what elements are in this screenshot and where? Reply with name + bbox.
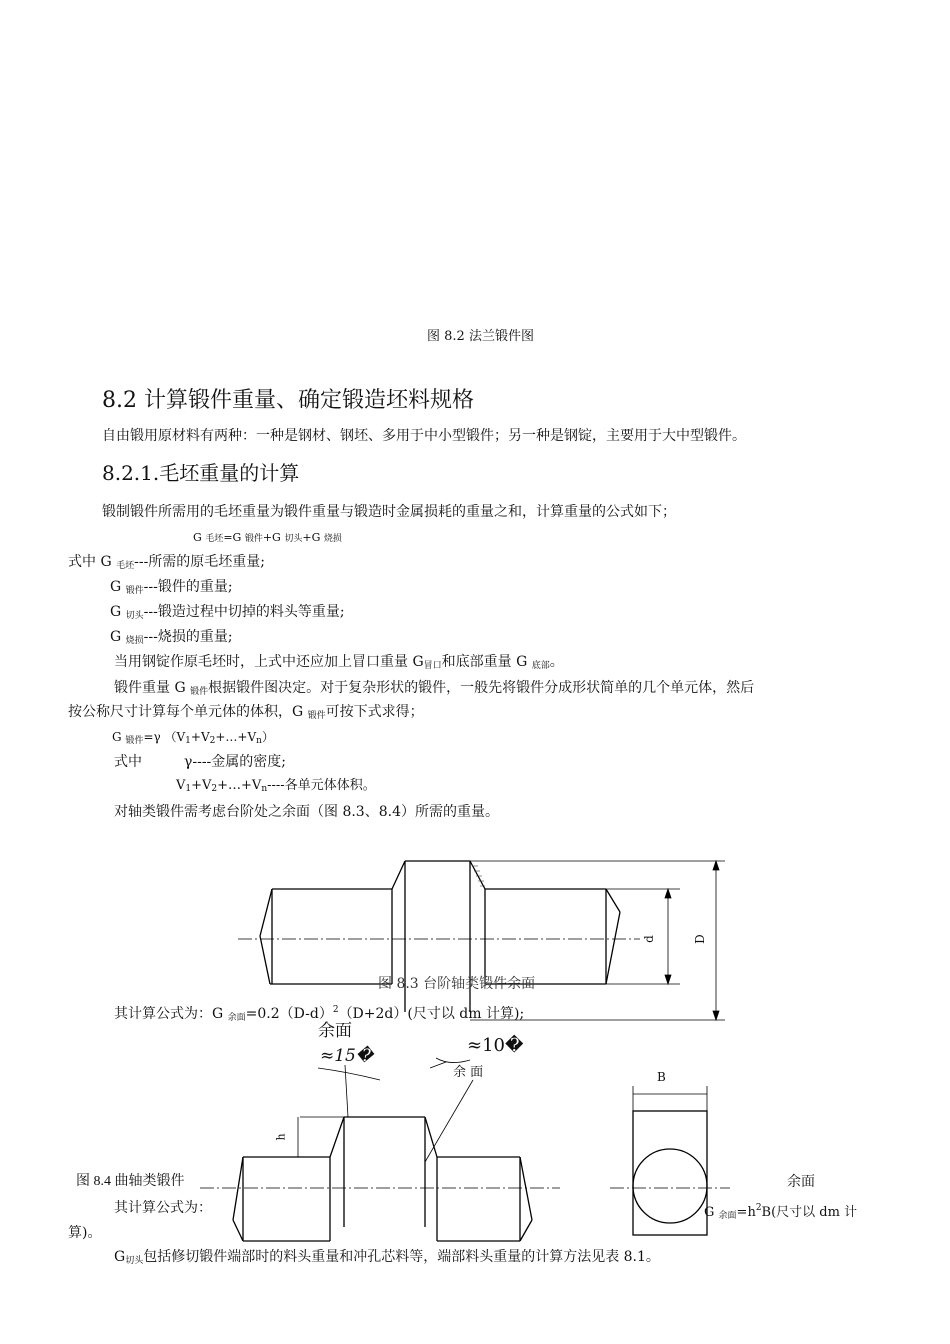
fig84-label-B: B xyxy=(657,1070,666,1084)
paragraph-4: 对轴类锻件需考虑台阶处之余面（图 8.3、8.4）所需的重量。 xyxy=(114,804,499,820)
where-line-6: $V_1+V_2+\dots+V_n----$各单元体体积。 xyxy=(176,778,376,794)
formula-2: G $_{锻件}$=γ $(V_1+V_2+\dots+V_n)$ xyxy=(112,730,274,746)
formula-4-cont: 算)。 xyxy=(68,1225,102,1241)
section-title: 8.2 计算锻件重量、确定锻造坯料规格 xyxy=(102,388,474,413)
fig83-label-d: d xyxy=(641,935,656,943)
paragraph-3: 锻件重量 G $_{锻件}$根据锻件图决定。对于复杂形状的锻件，一般先将锻件分成形状简单的几个单元体，然后 xyxy=(114,680,755,697)
fig83-label-D: D xyxy=(692,934,707,944)
fig84-caption: 图 8.4 曲轴类锻件 xyxy=(76,1174,185,1189)
intro-paragraph: 自由锻用原材料有两种：一种是钢材、钢坯、多用于中小型锻件；另一种是钢锭，主要用于大中型锻件。 xyxy=(102,428,746,444)
where-line-2: G $_{锻件}$---锻件的重量; xyxy=(110,579,233,596)
where-line-5: 式中 γ----金属的密度; xyxy=(114,754,287,770)
formula-4-label: 其计算公式为： xyxy=(114,1200,212,1216)
formula-4: G $_{余面}=h^2B$(尺寸以 dm 计 xyxy=(704,1203,858,1221)
fig84-leaders xyxy=(298,1058,473,1162)
fig84-label-yumian-1: 余面 xyxy=(318,1021,352,1041)
fig84-angle-15: ≈15� xyxy=(320,1046,374,1066)
where-line-3: G $_{切头}$---锻造过程中切掉的料头等重量; xyxy=(110,604,345,621)
fig84-label-h: h xyxy=(274,1133,288,1141)
fig84-label-yumian-3: 余面 xyxy=(787,1174,815,1190)
where-line-4: G $_{烧损}$---烧损的重量; xyxy=(110,629,233,646)
paragraph-1: 锻制锻件所需用的毛坯重量为锻件重量与锻造时金属损耗的重量之和，计算重量的公式如下； xyxy=(102,504,676,520)
fig84-label-yumian-2: 余 面 xyxy=(453,1065,484,1080)
fig84-side-view xyxy=(633,1086,707,1235)
fig84-angle-10: ≈10� xyxy=(467,1035,524,1056)
where-line-1: 式中 G $_{毛坯}$---所需的原毛坯重量; xyxy=(68,554,266,571)
formula-3: 其计算公式为：G $_{余面}=0.2(D-d)^2(D+2d)$(尺寸以 dm 计算); xyxy=(114,1005,525,1023)
paragraph-3-cont: 按公称尺寸计算每个单元体的体积，G $_{锻件}$可按下式求得； xyxy=(68,704,424,721)
subsection-title: 8.2.1.毛坯重量的计算 xyxy=(102,461,300,485)
fig83-dimensions xyxy=(470,861,725,1020)
paragraph-5: $G_{切头}$包括修切锻件端部时的料头重量和冲孔芯料等，端部料头重量的计算方法见表 8.1。 xyxy=(114,1249,660,1266)
formula-1: G 毛坯=G 锻件+G 切头+G 烧损 xyxy=(193,531,342,544)
fig83-caption: 图 8.3 台阶轴类锻件余面 xyxy=(378,976,536,992)
paragraph-2: 当用钢锭作原毛坯时，上式中还应加上冒口重量 $G_{冒口}$和底部重量 G $_{底部}$。 xyxy=(114,654,564,671)
fig82-caption: 图 8.2 法兰锻件图 xyxy=(427,329,534,344)
